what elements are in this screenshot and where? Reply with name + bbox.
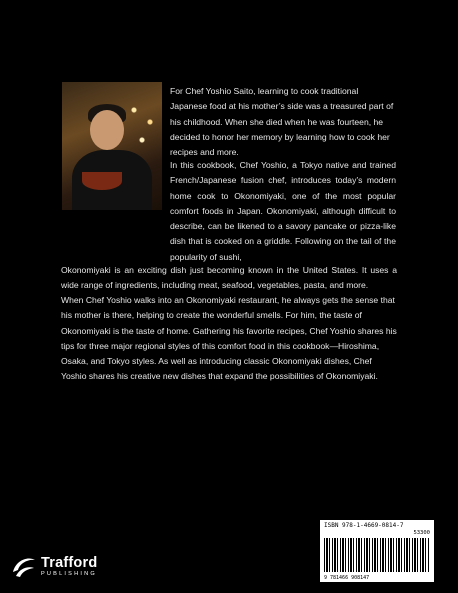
trafford-swirl-icon <box>10 554 38 580</box>
publisher-sub: PUBLISHING <box>41 570 97 577</box>
intro-paragraph: For Chef Yoshio Saito, learning to cook traditional Japanese food at his mother’s side was a treasured part of his childhood. When she died when he was fourteen, he decided to honor her memory by learning how to cook her recipes and more. <box>170 86 394 158</box>
background-lights <box>122 92 162 152</box>
isbn-barcode <box>320 520 434 582</box>
description-paragraph: In this cookbook, Chef Yoshio, a Tokyo native and trained French/Japanese fusion chef, introduces today’s modern home cook to Okonomiyaki, one of the most popular comfort foods in Japan. Okonomiyaki, although difficult to describe, can be likened to a savory pancake or pizza-like dish that is cooked on a griddle. Following on the tail of the popularity of sushi, <box>170 160 396 262</box>
bowl <box>82 172 122 190</box>
barcode-digits: 9 781466 908147 <box>324 575 370 581</box>
publisher-logo <box>10 554 97 580</box>
author-head <box>90 110 124 150</box>
isbn-label: ISBN 978-1-4669-0814-7 <box>324 522 404 529</box>
description-paragraph-continued: Okonomiyaki is an exciting dish just becoming known in the United States. It uses a wide range of ingredients, including meat, seafood, vegetables, pasta, and more. <box>61 265 397 291</box>
barcode-bars <box>324 538 430 572</box>
closing-paragraph: When Chef Yoshio walks into an Okonomiyaki restaurant, he always gets the sense that his mother is there, helping to create the wonderful smells. For him, the taste of Okonomiyaki is the taste of home. Gathering his favorite recipes, Chef Yoshio shares his tips for three major regional styles of this comfort food in this cookbook—Hiroshima, Osaka, and Tokyo styles. As well as introducing classic Okonomiyaki dishes, Chef Yoshio shares his creative new dishes that expand the possibilities of Okonomiyaki. <box>61 295 397 382</box>
author-photo <box>62 82 162 210</box>
price-code: 53300 <box>413 530 430 536</box>
publisher-name: Trafford <box>41 555 98 572</box>
